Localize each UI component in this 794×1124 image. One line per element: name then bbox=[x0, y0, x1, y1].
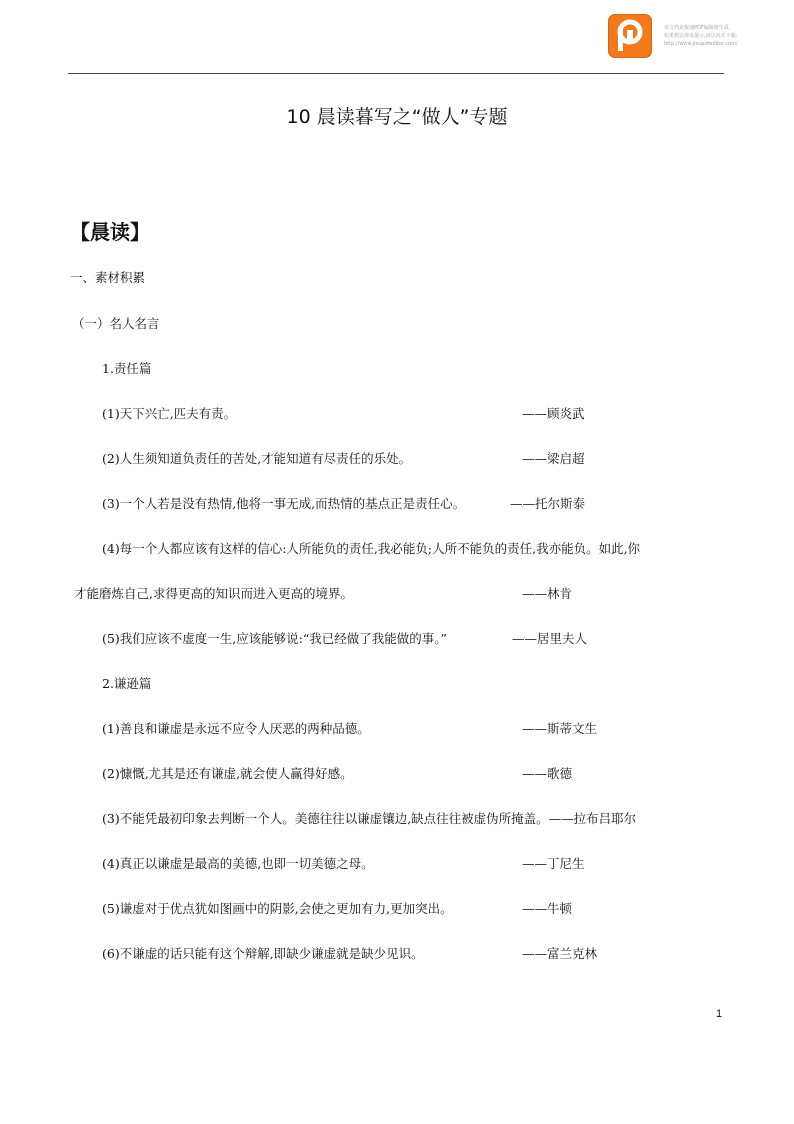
quote-line bbox=[102, 901, 573, 917]
quote-author: ——牛顿 bbox=[522, 901, 573, 916]
watermark-note bbox=[664, 24, 790, 48]
quote-line: (3)不能凭最初印象去判断一个人。美德往往以谦虚镶边,缺点往往被虚伪所掩盖。——拉布吕耶尔 bbox=[102, 811, 637, 826]
quote-author: ——富兰克林 bbox=[522, 946, 598, 961]
quote-author: ——林肯 bbox=[522, 586, 573, 601]
quote-text: (1)天下兴亡,匹夫有责。 bbox=[102, 406, 237, 421]
quote-text: (5)谦虚对于优点犹如图画中的阴影,会使之更加有力,更加突出。 bbox=[102, 901, 453, 916]
watermark-note-line: 如果想去掉该提示,请访问并下载: bbox=[664, 33, 738, 39]
quote-line bbox=[102, 946, 598, 962]
quote-line bbox=[102, 496, 586, 512]
quote-text: (2)人生须知道负责任的苦处,才能知道有尽责任的乐处。 bbox=[102, 451, 412, 466]
quote-line bbox=[102, 631, 588, 647]
quote-author: ——斯蒂文生 bbox=[522, 721, 598, 736]
group-label: 2.谦逊篇 bbox=[102, 676, 152, 691]
quote-line: (4)每一个人都应该有这样的信心:人所能负的责任,我必能负;人所不能负的责任,我亦能负。如此,你 bbox=[102, 541, 641, 556]
part-heading: 一、素材积累 bbox=[70, 270, 146, 285]
watermark-note-line: 该文档是极速PDF编辑器生成, bbox=[664, 25, 731, 31]
quote-author: ——托尔斯泰 bbox=[510, 496, 586, 511]
quote-text: (3)一个人若是没有热情,他将一事无成,而热情的基点正是责任心。 bbox=[102, 496, 466, 511]
quote-line-continued bbox=[74, 586, 573, 602]
quote-line bbox=[102, 721, 598, 737]
watermark-note-line: http://www.jisupdfeditor.com/ bbox=[664, 41, 738, 47]
quote-line bbox=[102, 451, 585, 467]
quote-text: (2)慷慨,尤其是还有谦虚,就会使人赢得好感。 bbox=[102, 766, 353, 781]
quote-line bbox=[102, 856, 585, 872]
group-label: 1.责任篇 bbox=[102, 361, 152, 376]
header-divider bbox=[68, 73, 724, 74]
quote-text: (1)善良和谦虚是永远不应令人厌恶的两种品德。 bbox=[102, 721, 370, 736]
p-document-logo-icon bbox=[609, 15, 651, 57]
page-number: 1 bbox=[716, 1008, 723, 1020]
quote-text: (6)不谦虚的话只能有这个辩解,即缺少谦虚就是缺少见识。 bbox=[102, 946, 424, 961]
quote-text: (5)我们应该不虚度一生,应该能够说:“我已经做了我能做的事。” bbox=[102, 631, 447, 646]
quote-line bbox=[102, 406, 585, 422]
pdf-editor-logo bbox=[608, 14, 652, 58]
quote-author: ——歌德 bbox=[522, 766, 573, 781]
quote-author: ——居里夫人 bbox=[512, 631, 588, 646]
document-title: 10 晨读暮写之“做人”专题 bbox=[286, 106, 508, 128]
quote-author: ——梁启超 bbox=[522, 451, 585, 466]
sub-heading: （一）名人名言 bbox=[72, 316, 160, 331]
section-heading: 【晨读】 bbox=[70, 220, 150, 244]
quote-line bbox=[102, 766, 573, 782]
quote-author: ——顾炎武 bbox=[522, 406, 585, 421]
quote-author: ——丁尼生 bbox=[522, 856, 585, 871]
quote-text: 才能磨炼自己,求得更高的知识而进入更高的境界。 bbox=[74, 586, 353, 601]
quote-text: (4)真正以谦虚是最高的美德,也即一切美德之母。 bbox=[102, 856, 374, 871]
